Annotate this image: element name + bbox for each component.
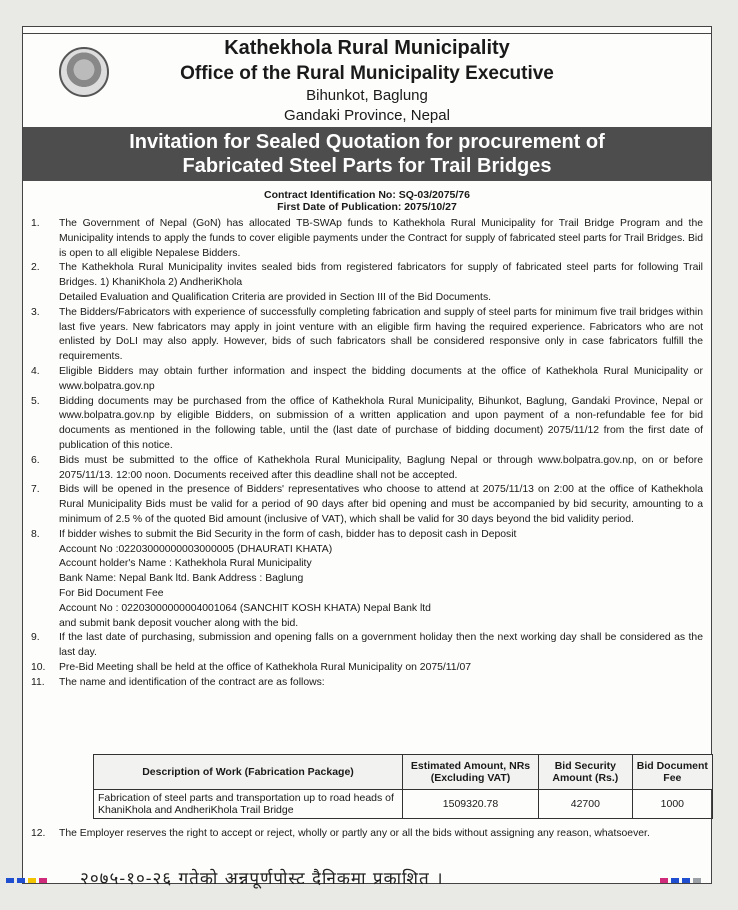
handwritten-note: २०७५-१०-२६ गतेको अन्नपूर्णपोस्ट दैनिकमा प्रकाशित । <box>80 869 444 889</box>
mark-blue <box>682 878 690 883</box>
address-line-2: Gandaki Province, Nepal <box>284 107 450 124</box>
contract-id: Contract Identification No: SQ-03/2075/76 <box>264 189 470 201</box>
color-marks-right <box>660 878 701 883</box>
list-item: 12. The Employer reserves the right to accept or reject, wholly or partly any or all the bids without assigning any reason, whatsoever. <box>31 828 650 839</box>
contract-table <box>93 754 713 819</box>
color-marks-left <box>6 878 47 883</box>
cell-bid-security: 42700 <box>539 790 633 819</box>
col-bid-fee: Bid Document Fee <box>632 755 712 790</box>
list-item: 5. Bidding documents may be purchased from the office of Kathekhola Rural Municipality, Bihunkot, Baglung, Gandaki Province, Nepal or www.bolpatra.gov.np by eligible Bidders, on submission of a written application and upon payment of a non-refundable fee for bid documents as mentioned in the following table, until the (last date of purchase of bidding document) 2075/11/12 from the first date of publication of this notice. <box>31 395 703 451</box>
banner-line-1: Invitation for Sealed Quotation for procurement of <box>129 131 605 153</box>
list-item: 11. The name and identification of the contract are as follows: <box>31 676 325 688</box>
list-item: 8. If bidder wishes to submit the Bid Security in the form of cash, bidder has to deposit cash in Deposit Account No :02203000000003000005 (DHAURATI KHATA) Account holder's Name : Kathekhola Rural Municipality Bank Name: Nepal Bank ltd. Bank Address : Baglung For Bid Document Fee Account No : 02203000000004001064 (SANCHIT KOSH KHATA) Nepal Bank ltd and submit bank deposit voucher along with the bid. <box>31 528 517 629</box>
mark-blue <box>671 878 679 883</box>
mark-gray <box>693 878 701 883</box>
col-estimated-amount: Estimated Amount, NRs (Excluding VAT) <box>403 755 539 790</box>
col-bid-security: Bid Security Amount (Rs.) <box>539 755 633 790</box>
list-item: 7. Bids will be opened in the presence of Bidders' representatives who choose to attend at 2075/11/13 on 2:00 at the office of Kathekhola Rural Municipality Bids must be valid for a period of 90 days after bid opening and must be accompanied by bid security, amounting to a minimum of 2.5 % of the quoted Bid amount (inclusive of VAT), which shall be valid for 30 days beyond the bid validity period. <box>31 484 703 525</box>
mark-blue <box>17 878 25 883</box>
list-item: 10. Pre-Bid Meeting shall be held at the office of Kathekhola Rural Municipality on 2075/11/07 <box>31 661 472 673</box>
top-border <box>23 27 711 34</box>
list-item: 1. The Government of Nepal (GoN) has allocated TB-SWAp funds to Kathekhola Rural Municipality for Trail Bridge Program and the Municipality intends to apply the funds to cover eligible payments under the Contract for supply of fabricated steel parts for Trail Bridges. Bid is open to all eligible Nepalese Bidders. <box>31 218 703 259</box>
cell-description: Fabrication of steel parts and transportation up to road heads of KhaniKhola and AndheriKhola Trail Bridge <box>94 790 403 819</box>
office-name: Office of the Rural Municipality Executive <box>180 63 554 84</box>
table-row <box>94 790 713 819</box>
mark-magenta <box>39 878 47 883</box>
mark-blue <box>6 878 14 883</box>
cell-bid-fee: 1000 <box>632 790 712 819</box>
notice-sheet <box>22 26 712 884</box>
notice-items <box>31 217 703 691</box>
list-item: 6. Bids must be submitted to the office of Kathekhola Rural Municipality, Baglung Nepal or through www.bolpatra.gov.np, on or before 2075/11/13. 12:00 noon. Documents received after this deadline shall not be accepted. <box>31 454 703 481</box>
cell-estimated-amount: 1509320.78 <box>403 790 539 819</box>
banner-line-2: Fabricated Steel Parts for Trail Bridges <box>182 155 552 177</box>
title-banner <box>23 127 711 181</box>
table-header-row <box>94 755 713 790</box>
mark-yellow <box>28 878 36 883</box>
publication-date: First Date of Publication: 2075/10/27 <box>277 201 457 213</box>
list-item: 4. Eligible Bidders may obtain further information and inspect the bidding documents at the office of Kathekhola Rural Municipality or www.bolpatra.gov.np <box>31 365 703 392</box>
list-item: 3. The Bidders/Fabricators with experience of successfully completing fabrication and supply of steel parts for minimum five trail bridges within last five years. New fabricators may apply in joint venture with an eligible firm having the required experience. Fabricators who are not enlisted by DoLI may also apply. However, bids of such fabricators shall be considered responsive only in case fabricators fulfill the requirements. <box>31 306 703 363</box>
address-line-1: Bihunkot, Baglung <box>306 87 428 104</box>
list-item: 2. The Kathekhola Rural Municipality invites sealed bids from registered fabricators for supply of fabricated steel parts for following Trail Bridges. 1) KhaniKhola 2) AndheriKhola Detailed Evaluation and Qualification Criteria are provided in Section III of the Bid Documents. <box>31 262 703 303</box>
list-item: 9. If the last date of purchasing, submission and opening falls on a government holiday then the next working day shall be considered as the last day. <box>31 632 703 659</box>
col-description: Description of Work (Fabrication Package) <box>94 755 403 790</box>
org-name: Kathekhola Rural Municipality <box>224 37 510 59</box>
mark-magenta <box>660 878 668 883</box>
